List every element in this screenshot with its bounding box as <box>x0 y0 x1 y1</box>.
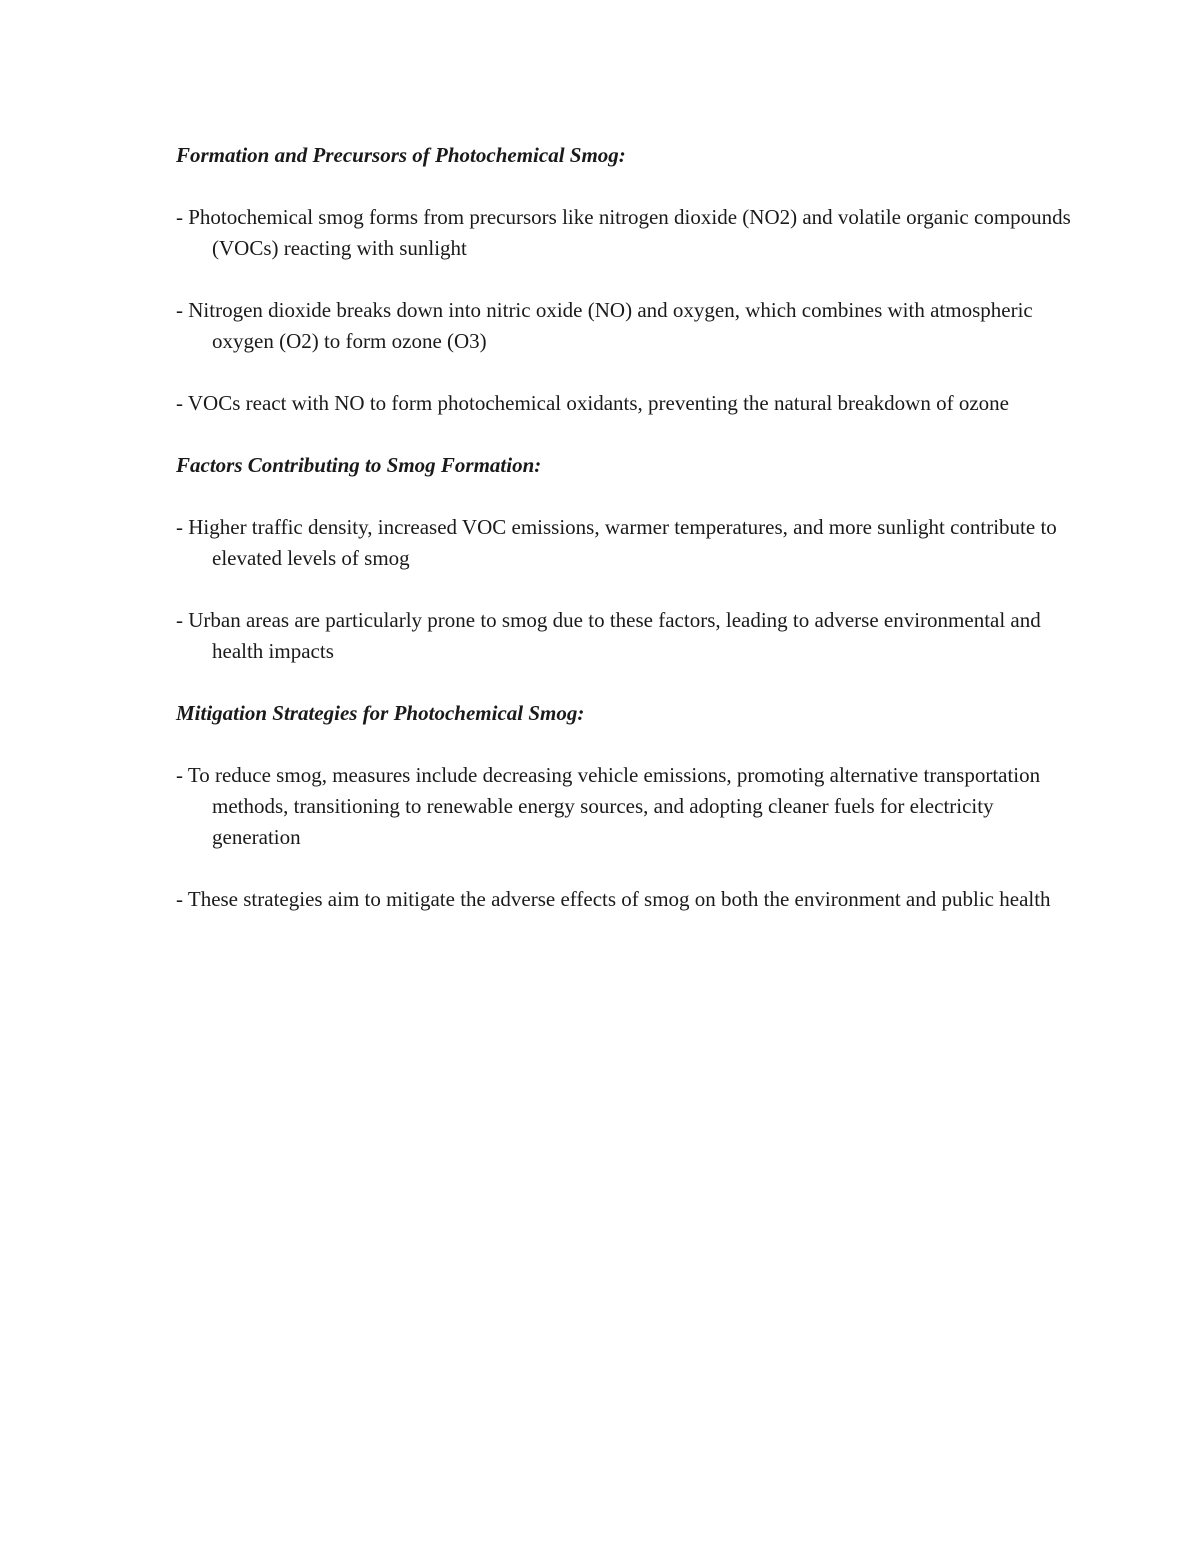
section-heading: Formation and Precursors of Photochemical Smog: <box>176 143 626 167</box>
bullet-item: - To reduce smog, measures include decreasing vehicle emissions, promoting alternative transportation methods, transitioning to renewable energy sources, and adopting cleaner fuels for electricity generation <box>176 763 1041 849</box>
section-formation <box>176 140 1076 419</box>
bullet-item: - VOCs react with NO to form photochemical oxidants, preventing the natural breakdown of ozone <box>176 391 1009 415</box>
section-heading: Factors Contributing to Smog Formation: <box>176 453 542 477</box>
bullet-item: - Nitrogen dioxide breaks down into nitric oxide (NO) and oxygen, which combines with atmospheric oxygen (O2) to form ozone (O3) <box>176 298 1033 353</box>
section-mitigation <box>176 698 1076 915</box>
bullet-item: - Urban areas are particularly prone to smog due to these factors, leading to adverse environmental and health impacts <box>176 608 1041 663</box>
bullet-item: - Higher traffic density, increased VOC emissions, warmer temperatures, and more sunlight contribute to elevated levels of smog <box>176 515 1057 570</box>
section-factors <box>176 450 1076 667</box>
bullet-item: - These strategies aim to mitigate the adverse effects of smog on both the environment and public health <box>176 887 1051 911</box>
document-page <box>176 140 1076 946</box>
section-heading: Mitigation Strategies for Photochemical Smog: <box>176 701 585 725</box>
bullet-item: - Photochemical smog forms from precursors like nitrogen dioxide (NO2) and volatile organic compounds (VOCs) reacting with sunlight <box>176 205 1071 260</box>
